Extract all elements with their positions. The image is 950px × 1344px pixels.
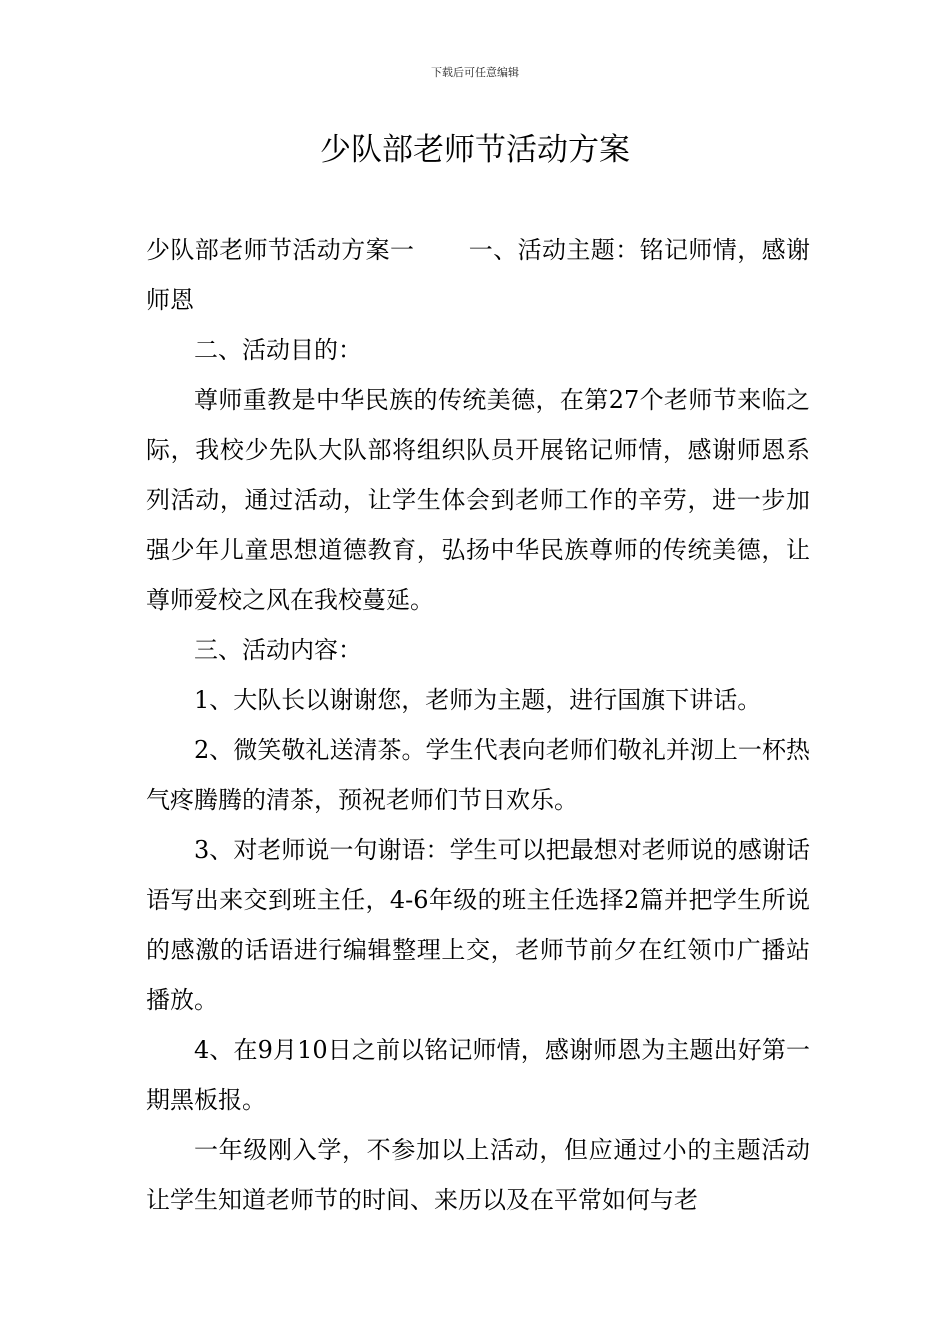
section-heading-purpose: 二、活动目的： xyxy=(194,336,362,364)
paragraph-item-4: 4、在9月10日之前以铭记师情，感谢师恩为主题出好第一期黑板报。 xyxy=(146,1036,810,1114)
document-body xyxy=(146,225,810,1225)
page-title: 少队部老师节活动方案 xyxy=(320,132,630,168)
paragraph-purpose: 尊师重教是中华民族的传统美德，在第27个老师节来临之际，我校少先队大队部将组织队员开展铭记师情，感谢师恩系列活动，通过活动，让学生体会到老师工作的辛劳，进一步加强少年儿童思想道德教育，弘扬中华民族尊师的传统美德，让尊师爱校之风在我校蔓延。 xyxy=(146,386,810,614)
paragraph-item-3: 3、对老师说一句谢语：学生可以把最想对老师说的感谢话语写出来交到班主任，4-6年级的班主任选择2篇并把学生所说的感激的话语进行编辑整理上交，老师节前夕在红领巾广播站播放。 xyxy=(146,836,810,1014)
header-note: 下载后可任意编辑 xyxy=(431,66,519,79)
intro-label: 少队部老师节活动方案一 xyxy=(146,236,415,264)
paragraph-item-2: 2、微笑敬礼送清茶。学生代表向老师们敬礼并沏上一杯热气疼腾腾的清茶，预祝老师们节日欢乐。 xyxy=(146,736,810,814)
section-heading-content: 三、活动内容： xyxy=(194,636,362,664)
paragraph-item-1: 1、大队长以谢谢您，老师为主题，进行国旗下讲话。 xyxy=(194,686,762,714)
paragraph-grade-one: 一年级刚入学，不参加以上活动，但应通过小的主题活动让学生知道老师节的时间、来历以及在平常如何与老 xyxy=(146,1136,810,1214)
intro-theme: 一、活动主题：铭记师情，感谢师恩 xyxy=(146,236,811,314)
intro-paragraph xyxy=(146,225,810,325)
